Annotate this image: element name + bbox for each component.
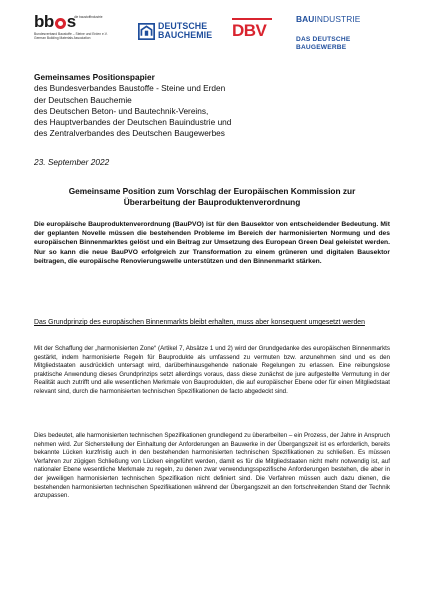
bbs-subtitle-2: German Building Materials Association (34, 36, 91, 40)
header-line-1: Gemeinsames Positionspapier (34, 72, 155, 82)
header-line-5: des Hauptverbandes der Deutschen Bauindustrie und (34, 117, 232, 128)
document-header (34, 72, 390, 140)
section-heading: Das Grundprinzip des europäischen Binnenmarkts bleibt erhalten, muss aber konsequent umgesetzt werden (34, 319, 365, 326)
header-line-2: des Bundesverbandes Baustoffe - Steine und Erden (34, 83, 226, 94)
bauindustrie-logo (296, 14, 396, 52)
deutsche-bauchemie-logo (138, 22, 222, 40)
header-line-6: des Zentralverbandes des Deutschen Baugewerbes (34, 128, 225, 139)
dbv-wordmark: DBV (232, 21, 267, 40)
dbv-logo (232, 18, 272, 46)
document-date: 23. September 2022 (34, 157, 110, 167)
bbs-subtitle-1: Bundesverband Baustoffe – Steine und Erden e.V. (34, 32, 108, 36)
deutsche-bauchemie-line1: DEUTSCHE (158, 21, 208, 31)
bbs-red-ring-icon (55, 18, 66, 29)
bbs-wordmark: b b s (34, 12, 76, 31)
header-line-3: der Deutschen Bauchemie (34, 94, 132, 105)
body-paragraph-1: Mit der Schaffung der „harmonisierten Zone“ (Artikel 7, Absätze 1 und 2) wird der Grundgedanke des europäischen Binnenmarkts gestärkt, indem harmonisierte Regeln für Bauprodukte als umfassend zu vermuten bzw. anzunehmen sind und es den Mitgliedstaaten ausdrücklich untersagt wird, darüberhinausgehende nationale Regelungen zu erlassen. Eine reibungslose praktische Anwendung dieses Grundprinzips setzt allerdings voraus, dass diese zunächst de jure aufgestellte Vermutung in der Realität auch zutrifft und alle wesentlichen Merkmale von Bauprodukten, die auf europäischer Ebene oder für einen Mitgliedstaat relevant sind, durch die harmonisierten technischen Spezifikationen de facto abgedeckt sind. (34, 345, 390, 395)
logo-row (34, 14, 394, 60)
deutsche-bauchemie-line2: BAUCHEMIE (158, 30, 213, 40)
bauindustrie-wordmark: BAUINDUSTRIE (296, 14, 361, 24)
document-title: Gemeinsame Position zum Vorschlag der Europäischen Kommission zur Überarbeitung der Bauproduktenverordnung (68, 186, 356, 207)
house-building-icon (138, 23, 155, 40)
intro-paragraph: Die europäische Bauproduktenverordnung (BauPVO) ist für den Bausektor von entscheidender Bedeutung. Mit der geplanten Novelle müssen die bestehenden Probleme im Bereich der harmonisierten Normung und des europäischen Binnenmarktes gelöst und ein Beitrag zur Umsetzung des European Green Deal geleistet werden. Nur so kann die neue BauPVO erfolgreich zur Transformation zu einem grüneren und digitalen Bausektor beitragen, die europäische Renovierungswelle unterstützen und den Binnenmarkt stärken. (34, 221, 390, 265)
body-paragraph-2: Dies bedeutet, alle harmonisierten technischen Spezifikationen grundlegend zu überarbeiten – ein Prozess, der Jahre in Anspruch nehmen wird. Zur Sicherstellung der Einhaltung der Anforderungen an Bauwerke in der Übergangszeit ist es erforderlich, bereits bekannte Lücken kurzfristig auch in den bestehenden harmonisierten technischen Spezifikationen zu schließen. Es müssen Verfahren zur zügigen Schließung von Lücken eingeführt werden, damit es für die Mitgliedstaaten nicht mehr notwendig ist, auf nationaler Ebene wesentliche Merkmale zu regeln, zu denen zwar verwendungsspezifische Anforderungen bestehen, die aber in der jeweiligen harmonisierten technischen Spezifikation nicht definiert sind. Die Verfahren müssen auch dazu dienen, die bestehenden harmonisierten technischen Spezifikationen während der Übergangszeit an den fortschreitenden Stand der Technik anzupassen. (34, 432, 391, 500)
header-line-4: des Deutschen Beton- und Bautechnik-Vereins, (34, 105, 209, 116)
baugewerbe-wordmark: DAS DEUTSCHE BAUGEWERBE (296, 36, 351, 51)
bbs-tagline: die baustoffindustrie (74, 15, 103, 19)
bbs-logo (34, 14, 122, 40)
